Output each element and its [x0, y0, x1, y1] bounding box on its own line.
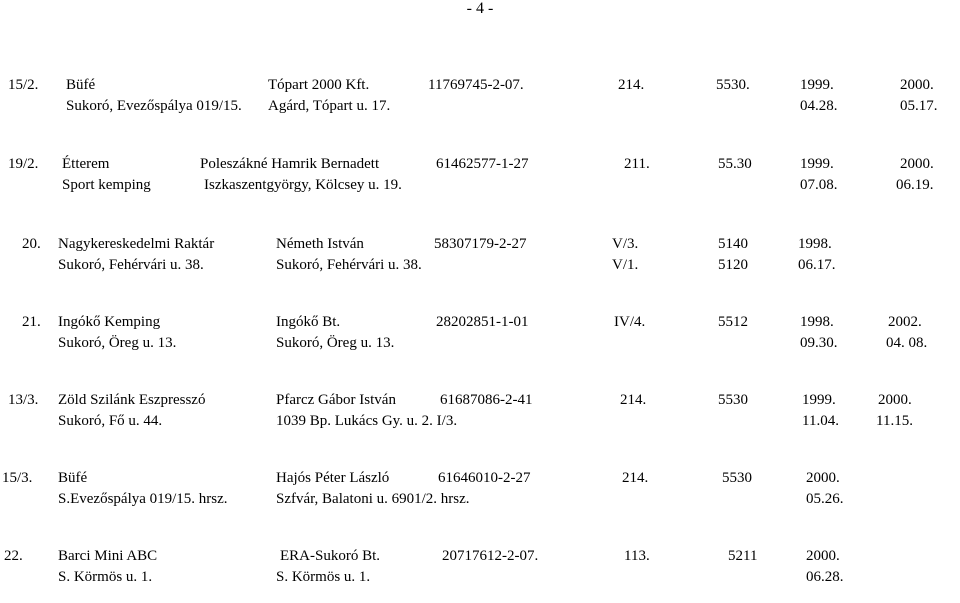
unit-name: Büfé — [66, 77, 96, 93]
date-start-day: 11.04. — [802, 413, 839, 429]
operator-name: Tópart 2000 Kft. — [268, 77, 370, 93]
date-start-day: 06.28. — [806, 569, 844, 585]
code-b: 5530 — [718, 392, 748, 408]
unit-address: S. Körmös u. 1. — [58, 569, 153, 585]
entry-number: 13/3. — [8, 392, 39, 408]
unit-name: Ingókő Kemping — [58, 314, 161, 330]
operator-address: Sukoró, Öreg u. 13. — [276, 335, 395, 351]
unit-address: S.Evezőspálya 019/15. hrsz. — [58, 491, 228, 507]
date-end-day: 06.19. — [896, 177, 934, 193]
unit-address: Sukoró, Öreg u. 13. — [58, 335, 177, 351]
operator-address: Iszkaszentgyörgy, Kölcsey u. 19. — [204, 177, 402, 193]
code-b: 5211 — [728, 548, 758, 564]
operator-address: Agárd, Tópart u. 17. — [268, 98, 391, 114]
unit-name: Étterem — [62, 156, 110, 172]
entry-number: 20. — [22, 236, 41, 252]
unit-name: Zöld Szilánk Eszpresszó — [58, 392, 206, 408]
code-b: 5530. — [716, 77, 750, 93]
entry-number: 21. — [22, 314, 41, 330]
operator-address: Szfvár, Balatoni u. 6901/2. hrsz. — [276, 491, 470, 507]
date-start-day: 04.28. — [800, 98, 838, 114]
date-start-year: 1998. — [798, 236, 832, 252]
date-start-day: 06.17. — [798, 257, 836, 273]
date-end-year: 2002. — [888, 314, 922, 330]
code-a: V/3. — [612, 236, 639, 252]
entry-number: 15/2. — [8, 77, 39, 93]
entry-number: 22. — [4, 548, 23, 564]
date-end-year: 2000. — [900, 77, 934, 93]
unit-address: Sukoró, Fő u. 44. — [58, 413, 163, 429]
date-start-day: 07.08. — [800, 177, 838, 193]
code-a: 214. — [618, 77, 645, 93]
code-a-second: V/1. — [612, 257, 639, 273]
entry-number: 19/2. — [8, 156, 39, 172]
tax-number: 61687086-2-41 — [440, 392, 533, 408]
unit-name: Nagykereskedelmi Raktár — [58, 236, 215, 252]
date-end-year: 2000. — [878, 392, 912, 408]
tax-number: 11769745-2-07. — [428, 77, 524, 93]
unit-address: Sukoró, Evezőspálya 019/15. — [66, 98, 242, 114]
date-start-year: 1999. — [800, 77, 834, 93]
date-end-year: 2000. — [900, 156, 934, 172]
tax-number: 20717612-2-07. — [442, 548, 539, 564]
tax-number: 28202851-1-01 — [436, 314, 529, 330]
entry-number: 15/3. — [2, 470, 33, 486]
operator-name: Poleszákné Hamrik Bernadett — [200, 156, 380, 172]
date-start-year: 1999. — [802, 392, 836, 408]
tax-number: 58307179-2-27 — [434, 236, 527, 252]
code-a: 211. — [624, 156, 650, 172]
operator-address: Sukoró, Fehérvári u. 38. — [276, 257, 422, 273]
date-start-day: 09.30. — [800, 335, 838, 351]
code-a: 214. — [622, 470, 649, 486]
code-b: 55.30 — [718, 156, 752, 172]
date-start-year: 1998. — [800, 314, 834, 330]
code-b-second: 5120 — [718, 257, 748, 273]
unit-name: Büfé — [58, 470, 88, 486]
date-start-year: 1999. — [800, 156, 834, 172]
code-b: 5140 — [718, 236, 748, 252]
date-start-year: 2000. — [806, 470, 840, 486]
code-a: IV/4. — [614, 314, 646, 330]
page-number: - 4 - — [466, 0, 494, 17]
code-b: 5530 — [722, 470, 752, 486]
operator-address: S. Körmös u. 1. — [276, 569, 371, 585]
operator-name: Ingókő Bt. — [276, 314, 341, 330]
unit-name: Barci Mini ABC — [58, 548, 158, 564]
operator-name: Németh István — [276, 236, 364, 252]
code-a: 113. — [624, 548, 650, 564]
operator-address: 1039 Bp. Lukács Gy. u. 2. I/3. — [276, 413, 458, 429]
operator-name: Hajós Péter László — [276, 470, 390, 486]
operator-name: ERA-Sukoró Bt. — [280, 548, 381, 564]
code-a: 214. — [620, 392, 647, 408]
code-b: 5512 — [718, 314, 748, 330]
date-end-day: 11.15. — [876, 413, 913, 429]
date-end-day: 05.17. — [900, 98, 938, 114]
date-start-year: 2000. — [806, 548, 840, 564]
tax-number: 61646010-2-27 — [438, 470, 531, 486]
date-end-day: 04. 08. — [886, 335, 928, 351]
operator-name: Pfarcz Gábor István — [276, 392, 396, 408]
unit-address: Sukoró, Fehérvári u. 38. — [58, 257, 204, 273]
unit-address: Sport kemping — [62, 177, 151, 193]
date-start-day: 05.26. — [806, 491, 844, 507]
tax-number: 61462577-1-27 — [436, 156, 529, 172]
